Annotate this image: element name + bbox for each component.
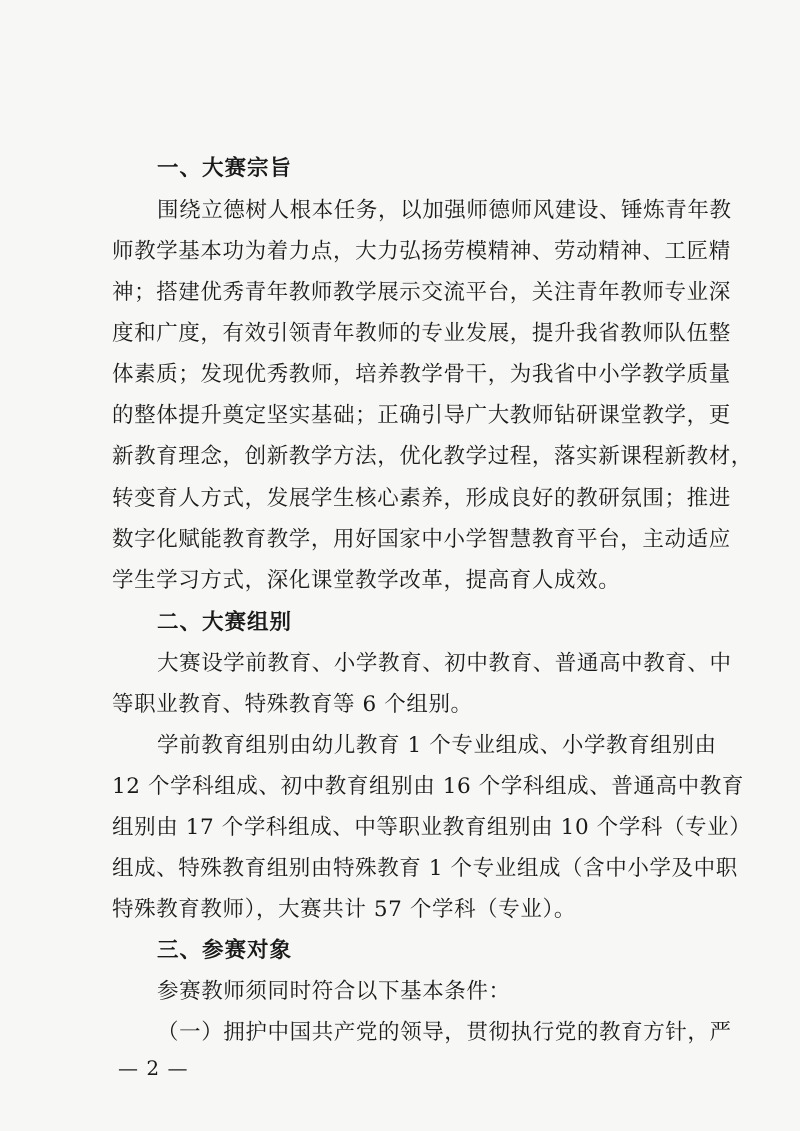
- paragraph-line: 12 个学科组成、初中教育组别由 16 个学科组成、普通高中教育: [112, 774, 744, 799]
- paragraph-line: 组别由 17 个学科组成、中等职业教育组别由 10 个学科（专业）: [112, 815, 752, 840]
- paragraph-line: 学生学习方式，深化课堂教学改革，提高育人成效。: [112, 568, 621, 593]
- paragraph-line: 度和广度，有效引领青年教师的专业发展，提升我省教师队伍整: [112, 321, 731, 346]
- paragraph-line: 等职业教育、特殊教育等 6 个组别。: [112, 692, 473, 717]
- section-heading-3: 三、参赛对象: [157, 938, 293, 963]
- paragraph-line: 参赛教师须同时符合以下基本条件：: [157, 979, 511, 1004]
- paragraph-line: 大赛设学前教育、小学教育、初中教育、普通高中教育、中: [157, 651, 732, 676]
- paragraph-line: 转变育人方式，发展学生核心素养，形成良好的教研氛围；推进: [112, 486, 731, 511]
- paragraph-line: 体素质；发现优秀教师，培养教学骨干，为我省中小学教学质量: [112, 362, 731, 387]
- paragraph-line: （一）拥护中国共产党的领导，贯彻执行党的教育方针，严: [157, 1020, 732, 1045]
- section-heading-2: 二、大赛组别: [157, 610, 293, 635]
- paragraph-line: 特殊教育教师），大赛共计 57 个学科（专业）。: [112, 897, 576, 922]
- paragraph-line: 神；搭建优秀青年教师教学展示交流平台，关注青年教师专业深: [112, 280, 731, 305]
- paragraph-line: 学前教育组别由幼儿教育 1 个专业组成、小学教育组别由: [157, 733, 717, 758]
- page-number: — 2 —: [118, 1056, 189, 1080]
- paragraph-line: 围绕立德树人根本任务，以加强师德师风建设、锤炼青年教: [157, 198, 732, 223]
- paragraph-line: 师教学基本功为着力点，大力弘扬劳模精神、劳动精神、工匠精: [112, 239, 731, 264]
- paragraph-line: 组成、特殊教育组别由特殊教育 1 个专业组成（含中小学及中职: [112, 856, 738, 881]
- paragraph-line: 的整体提升奠定坚实基础；正确引导广大教师钻研课堂教学，更: [112, 403, 731, 428]
- paragraph-line: 新教育理念，创新教学方法，优化教学过程，落实新课程新教材，: [112, 444, 753, 469]
- paragraph-line: 数字化赋能教育教学，用好国家中小学智慧教育平台，主动适应: [112, 527, 731, 552]
- section-heading-1: 一、大赛宗旨: [157, 156, 293, 181]
